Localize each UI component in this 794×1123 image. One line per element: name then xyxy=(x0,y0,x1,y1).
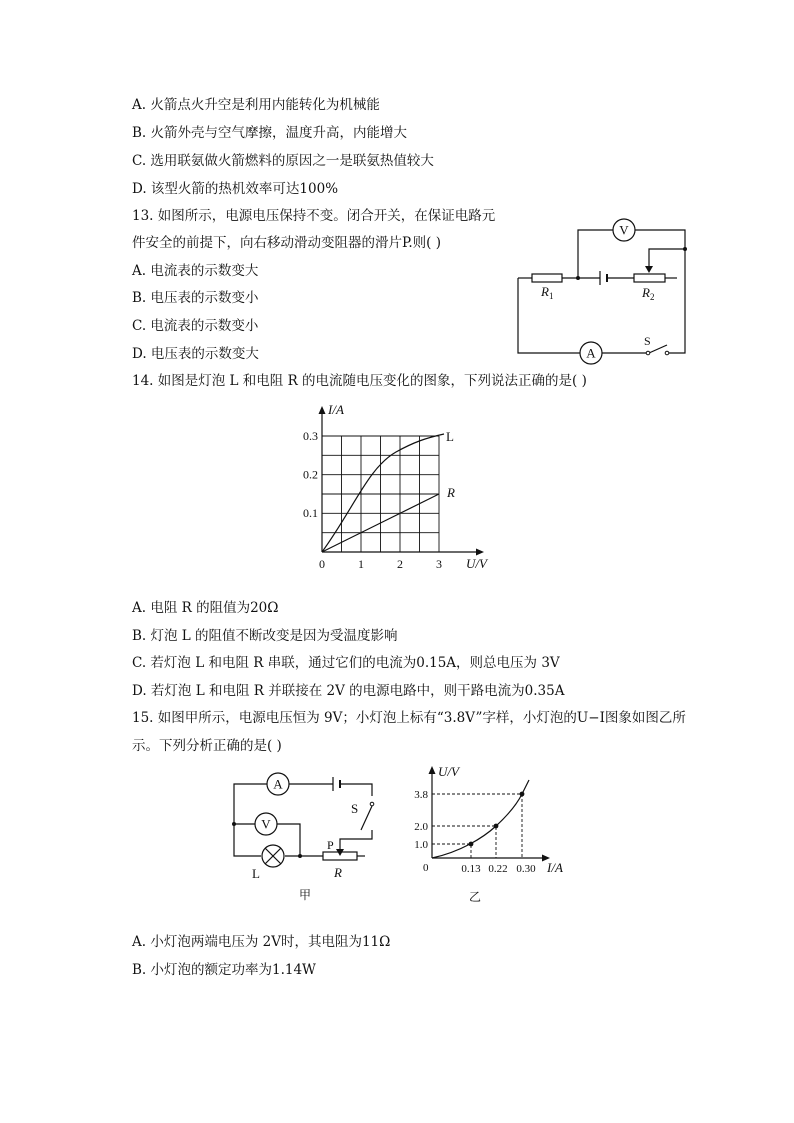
q14-y-axis-arrow xyxy=(319,406,326,414)
q14-xtick-2: 2 xyxy=(397,557,403,571)
q13-option-a: A. 电流表的示数变大 xyxy=(132,263,259,279)
q15-ui-graph-yi xyxy=(405,760,585,910)
q15-ytick-2.0: 2.0 xyxy=(414,821,428,833)
q15-option-b: B. 小灯泡的额定功率为1.14W xyxy=(132,962,316,978)
q13-stem-line2: 件安全的前提下，向右移动滑动变阻器的滑片P.则( ) xyxy=(132,235,441,251)
q15-point-2 xyxy=(494,824,499,829)
q15-rheostat-label: R xyxy=(334,865,342,880)
q14-x-axis-arrow xyxy=(476,549,484,556)
q12-option-c: C. 选用联氨做火箭燃料的原因之一是联氨热值较大 xyxy=(132,153,434,169)
q15-junction-mid xyxy=(298,854,302,858)
q13-voltmeter-label: V xyxy=(619,222,629,238)
q15-point-3 xyxy=(520,792,525,797)
q12-option-a: A. 火箭点火升空是利用内能转化为机械能 xyxy=(132,97,380,113)
q13-circuit-diagram xyxy=(510,214,695,366)
q15-xtick-0.22: 0.22 xyxy=(488,863,508,875)
q15-xtick-0.13: 0.13 xyxy=(461,863,481,875)
q12-option-d: D. 该型火箭的热机效率可达100% xyxy=(132,181,339,197)
q15-caption-jia: 甲 xyxy=(299,888,312,902)
q13-switch-contact xyxy=(646,351,650,355)
q15-y-axis-arrow xyxy=(429,766,436,774)
q14-y-axis-label: I/A xyxy=(328,402,344,417)
q13-ammeter-label: A xyxy=(586,345,596,361)
q14-curve-l-label: L xyxy=(446,429,454,444)
q14-ytick-0.1: 0.1 xyxy=(303,506,318,520)
q14-option-d: D. 若灯泡 L 和电阻 R 并联接在 2V 的电源电路中，则干路电流为0.35A xyxy=(132,683,565,699)
q14-xtick-1: 1 xyxy=(358,557,364,571)
q14-iu-graph xyxy=(296,398,496,576)
q12-option-b: B. 火箭外壳与空气摩擦，温度升高，内能增大 xyxy=(132,125,408,141)
q14-stem: 14. 如图是灯泡 L 和电阻 R 的电流随电压变化的图象，下列说法正确的是( ) xyxy=(132,373,587,389)
q14-curve-l xyxy=(322,434,444,552)
q15-switch-contact-top xyxy=(370,802,374,806)
q13-slider-arrow xyxy=(645,266,653,273)
q13-stem-line1: 13. 如图所示，电源电压保持不变。闭合开关，在保证电路元 xyxy=(132,208,496,224)
q13-option-d: D. 电压表的示数变大 xyxy=(132,346,259,362)
q14-option-a: A. 电阻 R 的阻值为20Ω xyxy=(132,600,279,616)
q15-voltmeter-label: V xyxy=(261,816,271,832)
q15-ammeter-label: A xyxy=(273,776,283,792)
q15-stem-line1: 15. 如图甲所示，电源电压恒为 9V；小灯泡上标有“3.8V”字样，小灯泡的U−I图象如图乙所 xyxy=(132,710,686,726)
q15-option-a: A. 小灯泡两端电压为 2V时，其电阻为11Ω xyxy=(132,934,391,950)
q13-junction-right xyxy=(683,247,687,251)
q14-xtick-3: 3 xyxy=(436,557,442,571)
q15-x-axis-label: I/A xyxy=(547,860,563,875)
q13-option-b: B. 电压表的示数变小 xyxy=(132,290,259,306)
q15-lamp-label: L xyxy=(252,866,260,881)
q15-slider-label: P xyxy=(327,838,334,852)
q15-y-axis-label: U/V xyxy=(438,764,459,779)
q14-line-r-label: R xyxy=(447,485,455,500)
q14-option-c: C. 若灯泡 L 和电阻 R 串联，通过它们的电流为0.15A，则总电压为 3V xyxy=(132,655,560,671)
q15-ytick-3.8: 3.8 xyxy=(414,789,428,801)
q15-ytick-1.0: 1.0 xyxy=(414,839,428,851)
q13-switch-label: S xyxy=(644,334,651,348)
q14-ytick-0.3: 0.3 xyxy=(303,429,318,443)
q15-junction-left xyxy=(232,822,236,826)
q15-caption-yi: 乙 xyxy=(469,890,482,904)
q15-stem-line2: 示。下列分析正确的是( ) xyxy=(132,738,282,754)
q15-xtick-0.30: 0.30 xyxy=(516,863,536,875)
q15-circuit-jia xyxy=(225,766,385,906)
q13-option-c: C. 电流表的示数变小 xyxy=(132,318,259,334)
q15-origin-label: 0 xyxy=(423,862,429,874)
q15-point-1 xyxy=(469,842,474,847)
q13-switch-contact-2 xyxy=(665,351,669,355)
q14-x-axis-label: U/V xyxy=(466,556,487,571)
q13-junction-left xyxy=(576,276,580,280)
q15-lamp-curve xyxy=(432,780,529,858)
q13-r1-label: $R_1$ xyxy=(541,284,554,301)
q13-r2-label: $R_2$ xyxy=(642,285,655,302)
q14-option-b: B. 灯泡 L 的阻值不断改变是因为受温度影响 xyxy=(132,628,398,644)
q15-switch-label: S xyxy=(351,801,359,816)
q14-ytick-0.2: 0.2 xyxy=(303,467,318,482)
q14-xtick-0: 0 xyxy=(319,557,325,571)
